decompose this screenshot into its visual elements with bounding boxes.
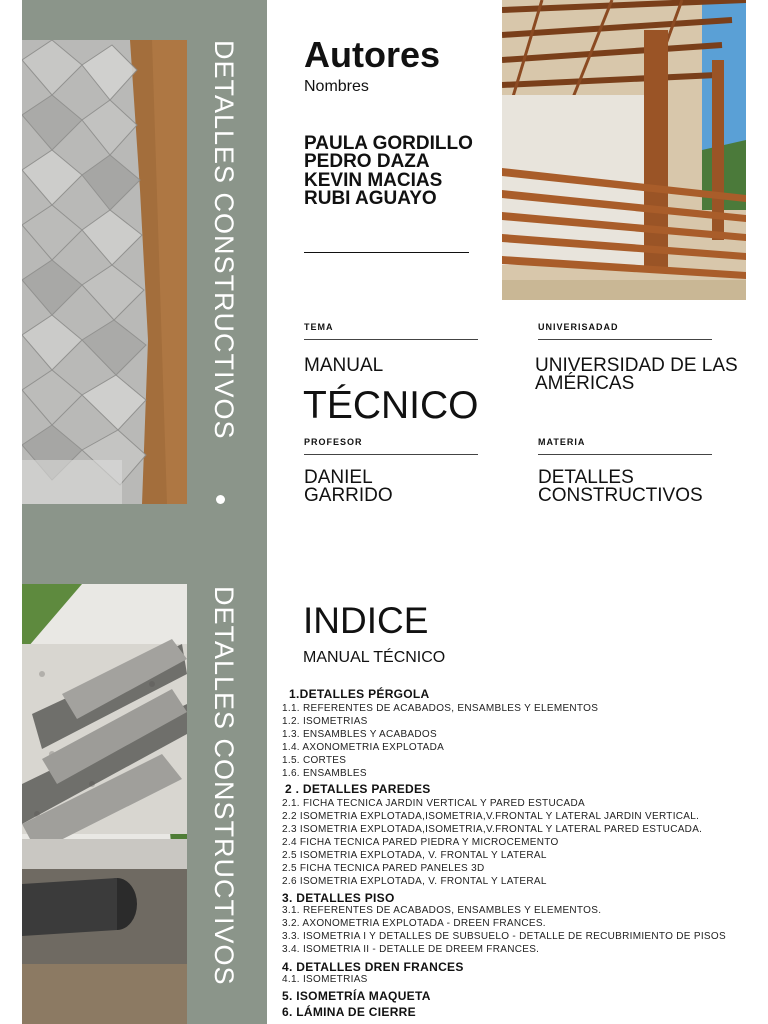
universidad-value: UNIVERSIDAD DE LAS AMÉRICAS — [535, 355, 738, 394]
index-subsection: 3.2. AXONOMETRIA EXPLOTADA - DREEN FRANCES. — [282, 918, 546, 929]
materia-label: MATERIA — [538, 437, 586, 447]
index-subsection: 4.1. ISOMETRIAS — [282, 974, 368, 985]
index-subsection: 3.4. ISOMETRIA II - DETALLE DE DREEM FRANCES. — [282, 944, 540, 955]
author-name: KEVIN MACIAS — [304, 170, 443, 191]
vertical-title-bottom: DETALLES CONSTRUCTIVOS — [209, 586, 239, 986]
index-subsection: 1.3. ENSAMBLES Y ACABADOS — [282, 729, 437, 740]
authors-title: Autores — [304, 34, 441, 75]
pergola-photo — [502, 0, 746, 300]
index-subsection: 2.4 FICHA TECNICA PARED PIEDRA Y MICROCEMENTO — [282, 837, 559, 848]
divider — [304, 252, 469, 253]
tema-value-line2: TÉCNICO — [303, 384, 479, 427]
index-subsection: 2.5 ISOMETRIA EXPLOTADA, V. FRONTAL Y LATERAL — [282, 850, 547, 861]
index-section-heading: 3. DETALLES PISO — [282, 891, 395, 905]
index-subtitle: MANUAL TÉCNICO — [303, 649, 446, 666]
index-subsection: 3.3. ISOMETRIA I Y DETALLES DE SUBSUELO - DETALLE DE RECUBRIMIENTO DE PISOS — [282, 931, 726, 942]
vertical-title-top: DETALLES CONSTRUCTIVOS — [209, 40, 239, 440]
index-section-heading: 1.DETALLES PÉRGOLA — [289, 687, 430, 701]
index-section-heading: 2 . DETALLES PAREDES — [285, 782, 431, 796]
index-subsection: 2.6 ISOMETRIA EXPLOTADA, V. FRONTAL Y LATERAL — [282, 876, 547, 887]
profesor-value: DANIEL GARRIDO — [304, 467, 393, 506]
universidad-label: UNIVERISADAD — [538, 322, 619, 332]
index-section-heading: 4. DETALLES DREN FRANCES — [282, 960, 464, 974]
materia-value: DETALLES CONSTRUCTIVOS — [538, 467, 703, 506]
author-name: PAULA GORDILLO — [304, 133, 473, 154]
separator-dot — [216, 495, 225, 504]
wall-panels-photo — [22, 40, 187, 504]
authors-subtitle: Nombres — [304, 78, 369, 95]
index-subsection: 2.3 ISOMETRIA EXPLOTADA,ISOMETRIA,V.FRONTAL Y LATERAL PARED ESTUCADA. — [282, 824, 703, 835]
index-subsection: 1.5. CORTES — [282, 755, 347, 766]
profesor-label: PROFESOR — [304, 437, 363, 447]
index-subsection: 1.4. AXONOMETRIA EXPLOTADA — [282, 742, 445, 753]
index-section-heading: 6. LÁMINA DE CIERRE — [282, 1005, 416, 1019]
tema-label: TEMA — [304, 322, 334, 332]
index-subsection: 2.1. FICHA TECNICA JARDIN VERTICAL Y PARED ESTUCADA — [282, 798, 585, 809]
index-subsection: 2.5 FICHA TECNICA PARED PANELES 3D — [282, 863, 485, 874]
index-subsection: 2.2 ISOMETRIA EXPLOTADA,ISOMETRIA,V.FRONTAL Y LATERAL JARDIN VERTICAL. — [282, 811, 700, 822]
index-subsection: 1.1. REFERENTES DE ACABADOS, ENSAMBLES Y ELEMENTOS — [282, 703, 599, 714]
divider — [304, 339, 478, 340]
stepping-stones-photo — [22, 584, 187, 1024]
index-title: INDICE — [303, 600, 429, 641]
tema-value-line1: MANUAL — [304, 355, 384, 376]
index-subsection: 1.2. ISOMETRIAS — [282, 716, 368, 727]
author-name: RUBI AGUAYO — [304, 188, 437, 209]
index-subsection: 1.6. ENSAMBLES — [282, 768, 367, 779]
divider — [304, 454, 478, 455]
divider — [538, 454, 712, 455]
divider — [538, 339, 712, 340]
index-subsection: 3.1. REFERENTES DE ACABADOS, ENSAMBLES Y ELEMENTOS. — [282, 905, 602, 916]
author-name: PEDRO DAZA — [304, 151, 430, 172]
index-section-heading: 5. ISOMETRÍA MAQUETA — [282, 989, 431, 1003]
